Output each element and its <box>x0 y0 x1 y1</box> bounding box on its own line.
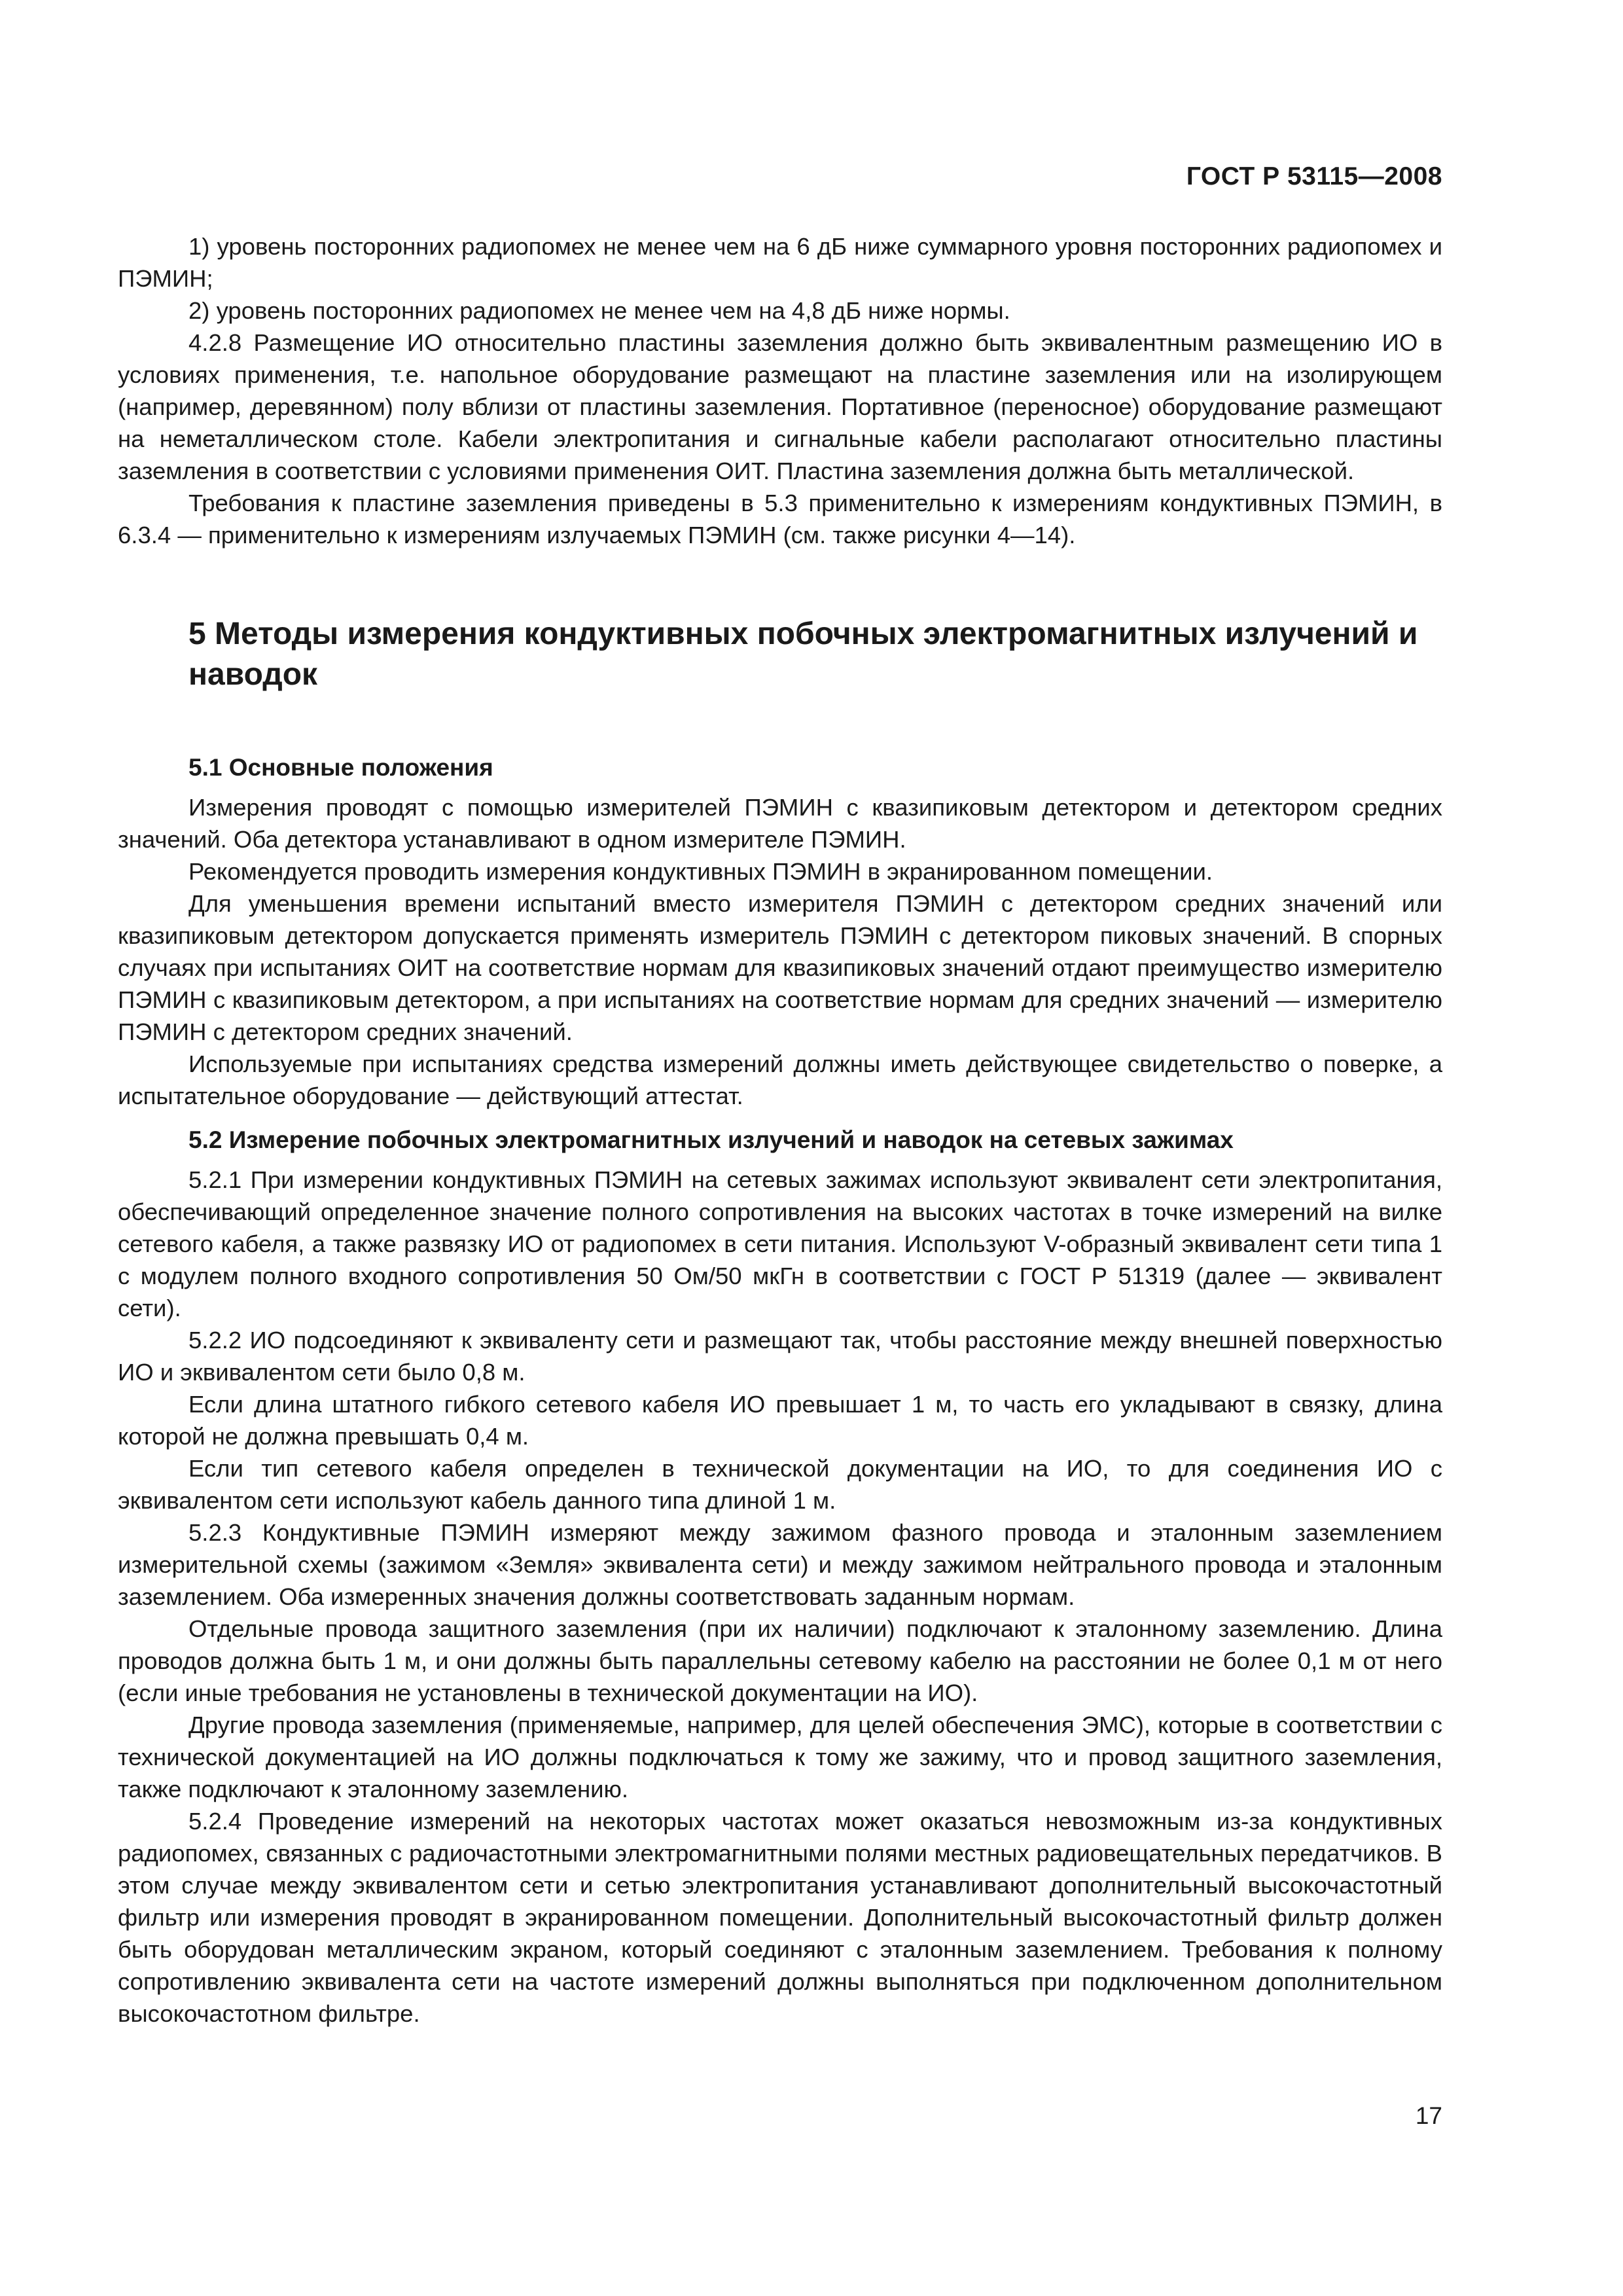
section-5-title: 5 Методы измерения кондуктивных побочных электромагнитных излучений и наводок <box>188 617 1418 692</box>
subsection-5-1-title: 5.1 Основные положения <box>188 754 493 781</box>
paragraph-5-1-d: Используемые при испытаниях средства измерений должны иметь действующее свидетельство о поверке, а испытательное оборудование — действующий аттестат. <box>118 1050 1442 1109</box>
paragraph-5-1-a: Измерения проводят с помощью измерителей ПЭМИН с квазипиковым детектором и детектором средних значений. Оба детектора устанавливают в одном измерителе ПЭМИН. <box>118 794 1442 853</box>
paragraph-5-1-b: Рекомендуется проводить измерения кондуктивных ПЭМИН в экранированном помещении. <box>188 858 1213 885</box>
paragraph-5-2-3-protective-ground: Отдельные провода защитного заземления (при их наличии) подключают к эталонному заземлению. Длина проводов должна быть 1 м, и они должны быть параллельны сетевому кабелю на расстоянии не более 0,1 м от него (если иные требования не установлены в технической документации на ИО). <box>118 1615 1442 1706</box>
paragraph-5-1-c: Для уменьшения времени испытаний вместо измерителя ПЭМИН с детектором средних значений или квазипиковым детектором допускается применять измеритель ПЭМИН с детектором пиковых значений. В спорных случаях при испытаниях ОИТ на соответствие нормам для квазипиковых значений отдают преимущество измерителю ПЭМИН с квазипиковым детектором, а при испытаниях на соответствие нормам для средних значений — измерителю ПЭМИН с детектором средних значений. <box>118 890 1442 1045</box>
paragraph-5-2-2: 5.2.2 ИО подсоединяют к эквиваленту сети и размещают так, чтобы расстояние между внешней поверхностью ИО и эквивалентом сети было 0,8 м. <box>118 1327 1442 1386</box>
paragraph-intro-2: 2) уровень посторонних радиопомех не менее чем на 4,8 дБ ниже нормы. <box>188 297 1010 324</box>
paragraph-intro-1: 1) уровень посторонних радиопомех не менее чем на 6 дБ ниже суммарного уровня посторонних радиопомех и ПЭМИН; <box>118 233 1442 292</box>
paragraph-4-2-8: 4.2.8 Размещение ИО относительно пластины заземления должно быть эквивалентным размещению ИО в условиях применения, т.е. напольное оборудование размещают на пластине заземления или на изолирующем (например, деревянном) полу вблизи от пластины заземления. Портативное (переносное) оборудование размещают на неметаллическом столе. Кабели электропитания и сигнальные кабели располагают относительно пластины заземления в соответствии с условиями применения ОИТ. Пластина заземления должна быть металлической. <box>118 329 1442 484</box>
page-number: 17 <box>1415 2102 1442 2129</box>
paragraph-5-2-2-cable-length: Если длина штатного гибкого сетевого кабеля ИО превышает 1 м, то часть его укладывают в связку, длина которой не должна превышать 0,4 м. <box>118 1391 1442 1450</box>
paragraph-5-2-3-other-ground: Другие провода заземления (применяемые, например, для целей обеспечения ЭМС), которые в соответствии с технической документацией на ИО должны подключаться к тому же зажиму, что и провод защитного заземления, также подключают к эталонному заземлению. <box>118 1712 1442 1803</box>
paragraph-5-2-4: 5.2.4 Проведение измерений на некоторых частотах может оказаться невозможным из-за кондуктивных радиопомех, связанных с радиочастотными электромагнитными полями местных радиовещательных передатчиков. В этом случае между эквивалентом сети и сетью электропитания устанавливают дополнительный высокочастотный фильтр или измерения проводят в экранированном помещении. Дополнительный высокочастотный фильтр должен быть оборудован металлическим экраном, который соединяют с эталонным заземлением. Требования к полному сопротивлению эквивалента сети на частоте измерений должны выполняться при подключенном дополнительном высокочастотном фильтре. <box>118 1808 1442 2027</box>
paragraph-grounding-plate-requirements: Требования к пластине заземления приведены в 5.3 применительно к измерениям кондуктивных ПЭМИН, в 6.3.4 — применительно к измерениям излучаемых ПЭМИН (см. также рисунки 4—14). <box>118 490 1442 548</box>
document-header-standard-id: ГОСТ Р 53115—2008 <box>1186 162 1442 190</box>
paragraph-5-2-3: 5.2.3 Кондуктивные ПЭМИН измеряют между зажимом фазного провода и эталонным заземлением измерительной схемы (зажимом «Земля» эквивалента сети) и между зажимом нейтрального провода и эталонным заземлением. Оба измеренных значения должны соответствовать заданным нормам. <box>118 1519 1442 1610</box>
subsection-5-2-title: 5.2 Измерение побочных электромагнитных излучений и наводок на сетевых зажимах <box>188 1126 1234 1153</box>
paragraph-5-2-1: 5.2.1 При измерении кондуктивных ПЭМИН на сетевых зажимах используют эквивалент сети электропитания, обеспечивающий определенное значение полного сопротивления на высоких частотах в точке измерений на вилке сетевого кабеля, а также развязку ИО от радиопомех в сети питания. Используют V-образный эквивалент сети типа 1 с модулем полного входного сопротивления 50 Ом/50 мкГн в соответствии с ГОСТ Р 51319 (далее — эквивалент сети). <box>118 1166 1442 1321</box>
page-content <box>118 230 1442 2030</box>
paragraph-5-2-2-cable-type: Если тип сетевого кабеля определен в технической документации на ИО, то для соединения ИО с эквивалентом сети используют кабель данного типа длиной 1 м. <box>118 1455 1442 1514</box>
